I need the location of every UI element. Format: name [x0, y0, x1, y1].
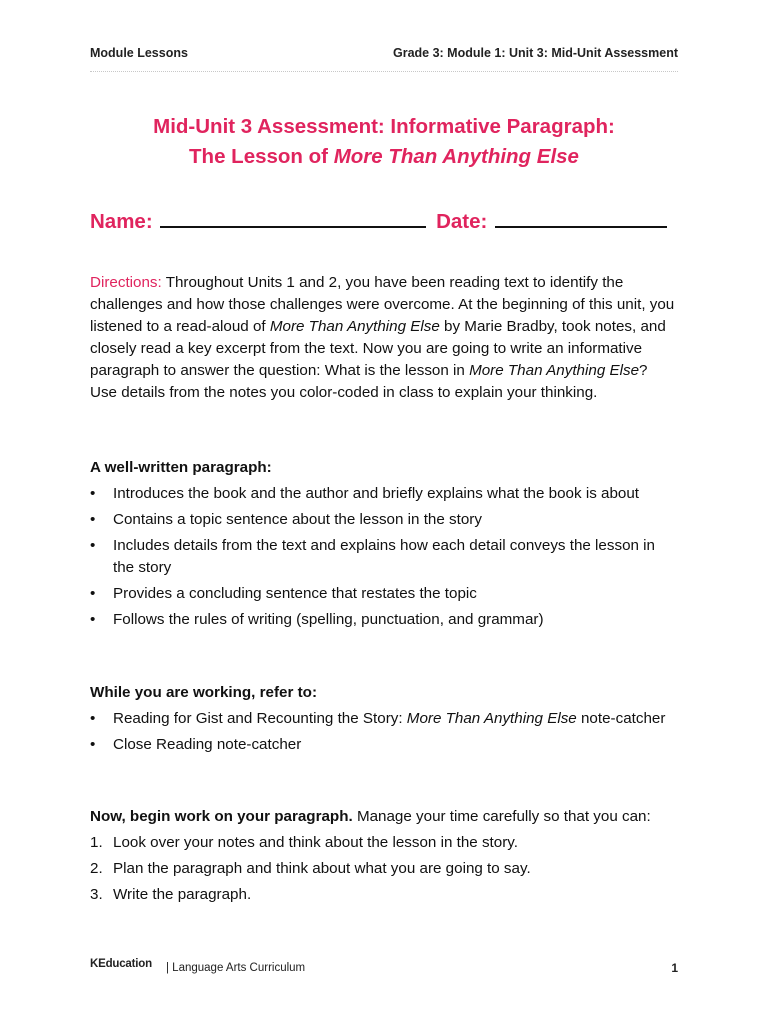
- begin-paragraph: [90, 806, 678, 828]
- page-header: [90, 46, 678, 62]
- logo-text: Education: [98, 958, 152, 970]
- list-item: [90, 832, 708, 854]
- list-item: [90, 734, 678, 756]
- footer-subtitle: | Language Arts Curriculum: [166, 962, 306, 974]
- name-label: Name:: [90, 210, 153, 233]
- begin-rest: Manage your time carefully so that you can:: [352, 808, 651, 825]
- header-module-label: Module Lessons: [90, 46, 188, 60]
- criteria-heading: A well-written paragraph:: [90, 459, 272, 476]
- bullet-icon: •: [90, 485, 96, 502]
- page-footer: [90, 958, 678, 978]
- bullet-icon: •: [90, 511, 96, 528]
- criteria-item-text: Provides a concluding sentence that restates the topic: [113, 585, 477, 602]
- bullet-icon: •: [90, 537, 96, 554]
- criteria-item-text: Contains a topic sentence about the lesson in the story: [113, 511, 482, 528]
- steps-list: [90, 832, 708, 910]
- step-text: Plan the paragraph and think about what you are going to say.: [113, 860, 531, 877]
- date-label: Date:: [436, 210, 488, 233]
- directions-book-2: More Than Anything Else: [469, 362, 640, 379]
- directions-label: Directions:: [90, 274, 162, 291]
- list-item: [90, 884, 708, 906]
- refer-list: [90, 708, 678, 760]
- bullet-icon: •: [90, 585, 96, 602]
- directions-text-3: ? Use details from the notes you color-coded in class to explain your thinking.: [90, 362, 648, 401]
- criteria-item-text: Includes details from the text and explains how each detail conveys the lesson in the story: [113, 537, 656, 576]
- assessment-title: [90, 112, 678, 172]
- criteria-list: [90, 483, 678, 635]
- title-book: More Than Anything Else: [333, 145, 579, 168]
- directions-text-1: Throughout Units 1 and 2, you have been reading text to identify the challenges and how those challenges were overcome. At the beginning of this unit, you listened to a read-aloud of: [90, 274, 675, 335]
- education-logo: [90, 958, 152, 970]
- list-item: [90, 509, 678, 531]
- criteria-item-text: Follows the rules of writing (spelling, punctuation, and grammar): [113, 611, 544, 628]
- refer-heading: While you are working, refer to:: [90, 684, 318, 701]
- list-item: [90, 583, 678, 605]
- title-line-2: [90, 142, 678, 172]
- list-item: [90, 535, 678, 579]
- bullet-icon: •: [90, 611, 96, 628]
- title-line-1: Mid-Unit 3 Assessment: Informative Paragraph:: [153, 115, 615, 138]
- bullet-icon: •: [90, 736, 96, 753]
- list-item: [90, 609, 678, 631]
- list-item: [90, 483, 678, 505]
- logo-mark: K: [90, 958, 99, 970]
- list-item: [90, 858, 708, 880]
- bullet-icon: •: [90, 710, 96, 727]
- refer-item-text: Close Reading note-catcher: [113, 736, 302, 753]
- directions-paragraph: [90, 272, 678, 404]
- name-date-row: [90, 206, 678, 236]
- date-blank[interactable]: [495, 206, 667, 228]
- step-text: Write the paragraph.: [113, 886, 252, 903]
- list-item: [90, 708, 678, 730]
- refer-item-book: More Than Anything Else: [406, 710, 577, 727]
- refer-item-prefix: Reading for Gist and Recounting the Story:: [113, 710, 407, 727]
- step-number: 3.: [90, 886, 103, 903]
- directions-book-1: More Than Anything Else: [269, 318, 440, 335]
- step-text: Look over your notes and think about the lesson in the story.: [113, 834, 518, 851]
- title-prefix: The Lesson of: [189, 145, 334, 168]
- name-blank[interactable]: [160, 206, 426, 228]
- refer-item-suffix: note-catcher: [576, 710, 666, 727]
- step-number: 1.: [90, 834, 103, 851]
- begin-bold: Now, begin work on your paragraph.: [90, 808, 353, 825]
- page-number: 1: [671, 961, 678, 975]
- header-divider: [90, 71, 678, 72]
- header-unit-label: Grade 3: Module 1: Unit 3: Mid-Unit Assessment: [393, 46, 678, 60]
- step-number: 2.: [90, 860, 103, 877]
- criteria-item-text: Introduces the book and the author and briefly explains what the book is about: [113, 485, 640, 502]
- directions-text-2: by Marie Bradby, took notes, and closely read a key excerpt from the text. Now you are going to write an informative paragraph to answer the question: What is the lesson in: [90, 318, 666, 379]
